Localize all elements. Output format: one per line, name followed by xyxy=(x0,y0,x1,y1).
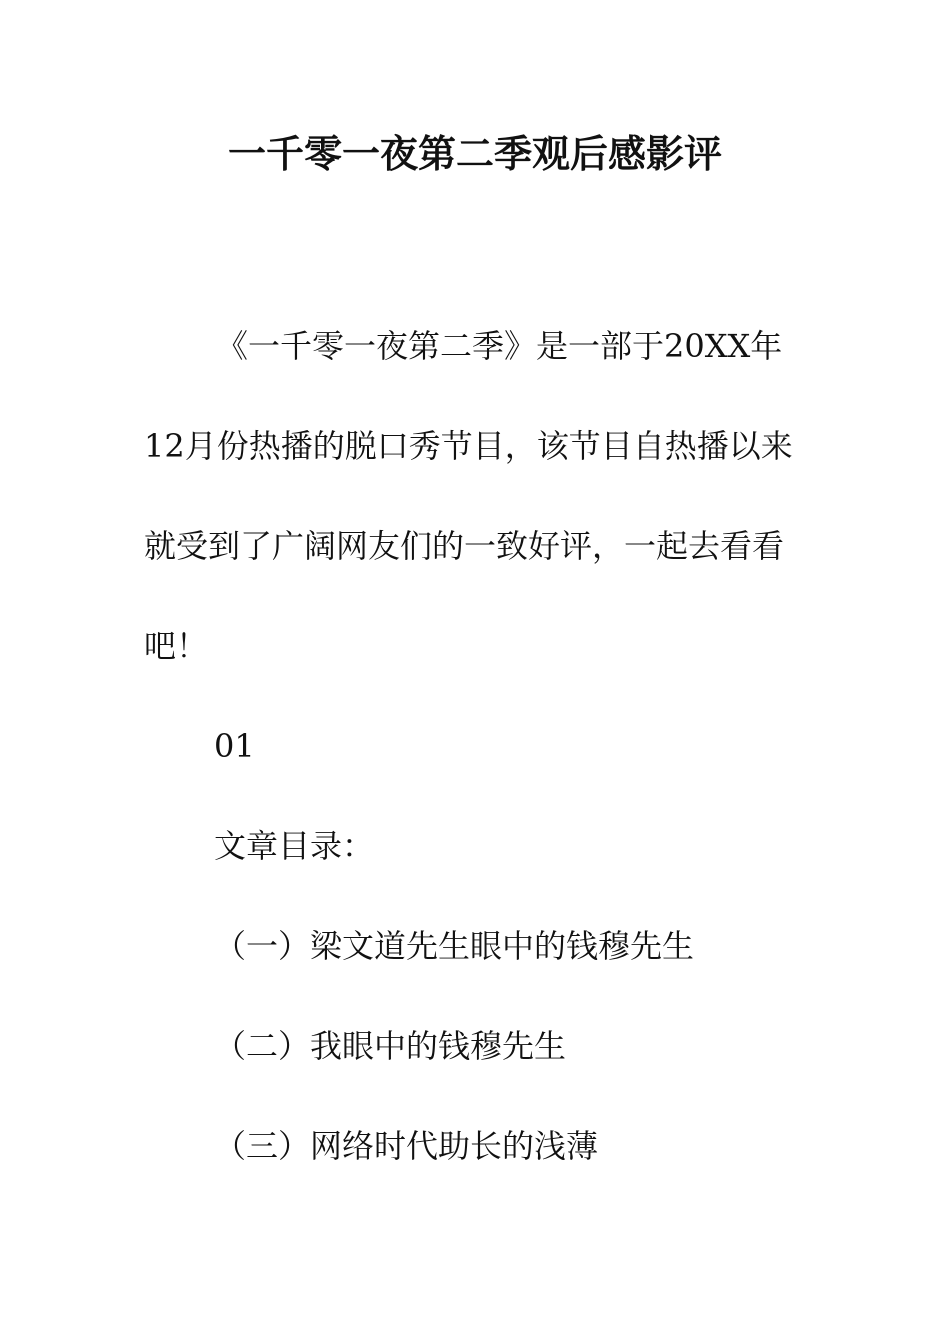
section-number: 01 xyxy=(214,727,255,765)
toc-item-2: （二）我眼中的钱穆先生 xyxy=(214,1027,567,1065)
intro-paragraph: 《一千零一夜第二季》是一部于20XX年12月份热播的脱口秀节目，该节目自热播以来就受到了广阔网友们的一致好评，一起去看看吧！ xyxy=(144,327,793,665)
toc-heading: 文章目录： xyxy=(214,827,375,865)
document-title: 一千零一夜第二季观后感影评 xyxy=(227,132,722,176)
toc-item-1: （一）梁文道先生眼中的钱穆先生 xyxy=(214,927,695,965)
document-body xyxy=(144,296,794,1196)
toc-item-3: （三）网络时代助长的浅薄 xyxy=(214,1127,599,1165)
